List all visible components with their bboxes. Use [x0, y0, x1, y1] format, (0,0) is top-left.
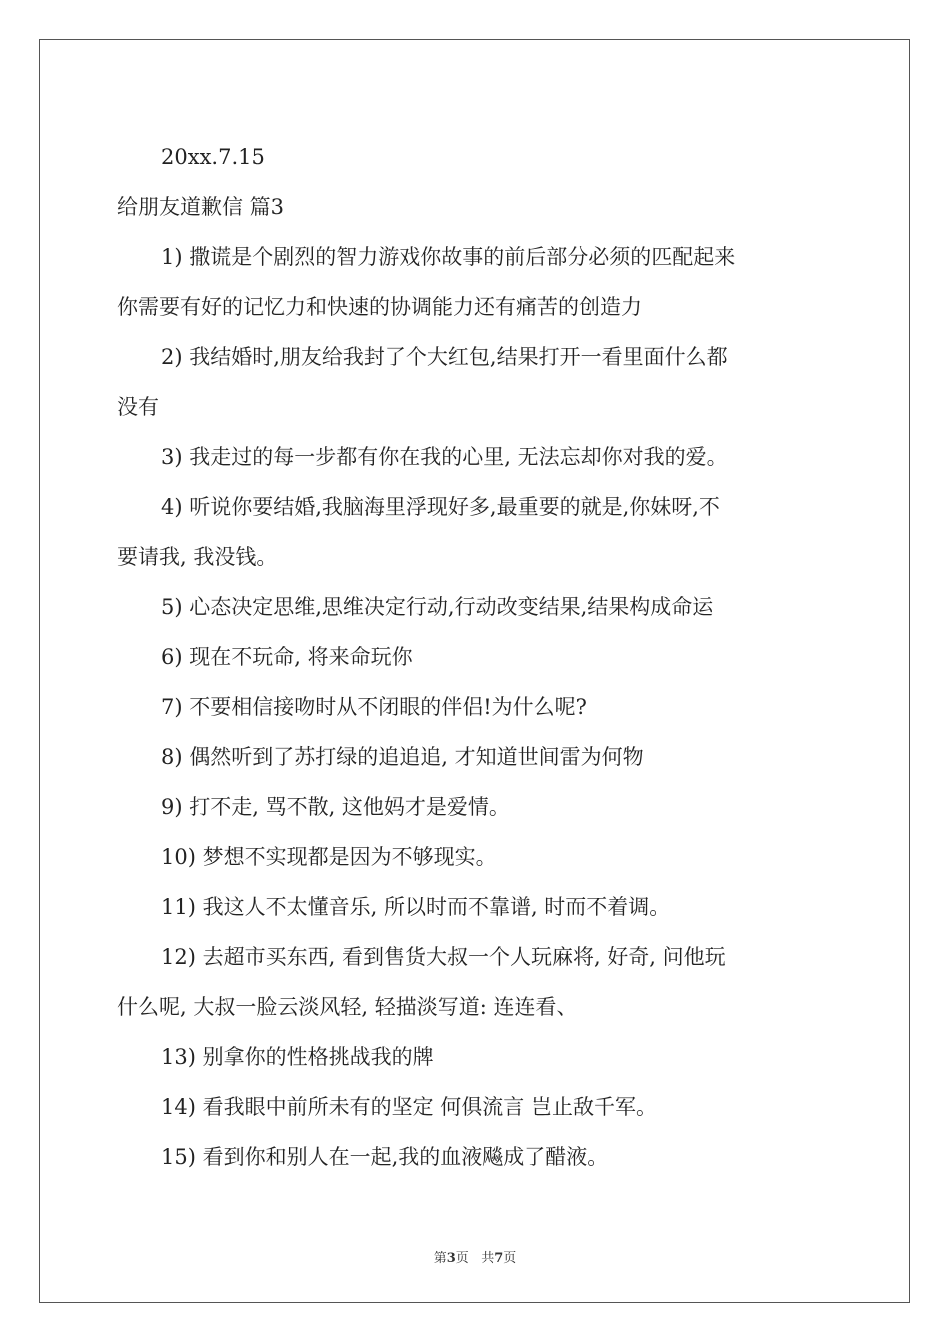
paragraph-line: 12) 去超市买东西, 看到售货大叔一个人玩麻将, 好奇, 问他玩	[161, 945, 726, 969]
page-label-suffix: 页	[455, 1251, 469, 1266]
paragraph-line: 2) 我结婚时,朋友给我封了个大红包,结果打开一看里面什么都	[161, 345, 728, 369]
paragraph-line: 11) 我这人不太懂音乐, 所以时而不靠谱, 时而不着调。	[161, 895, 671, 919]
paragraph-line: 14) 看我眼中前所未有的坚定 何俱流言 岂止敌千军。	[161, 1095, 657, 1119]
paragraph-line: 8) 偶然听到了苏打绿的追追追, 才知道世间雷为何物	[161, 745, 644, 769]
page-footer	[0, 1247, 950, 1266]
paragraph-line: 你需要有好的记忆力和快速的协调能力还有痛苦的创造力	[117, 295, 642, 319]
total-page-count: 7	[494, 1251, 504, 1266]
paragraph-line: 什么呢, 大叔一脸云淡风轻, 轻描淡写道: 连连看、	[117, 995, 578, 1019]
paragraph-line: 9) 打不走, 骂不散, 这他妈才是爱情。	[161, 795, 510, 819]
paragraph-line: 要请我, 我没钱。	[117, 545, 278, 569]
current-page-number: 3	[446, 1251, 456, 1266]
paragraph-line: 10) 梦想不实现都是因为不够现实。	[161, 845, 497, 869]
paragraph-line: 4) 听说你要结婚,我脑海里浮现好多,最重要的就是,你妹呀,不	[161, 495, 720, 519]
paragraph-line: 13) 别拿你的性格挑战我的牌	[161, 1045, 434, 1069]
paragraph-line: 没有	[117, 395, 159, 419]
document-heading: 给朋友道歉信 篇3	[117, 195, 285, 219]
paragraph-line: 7) 不要相信接吻时从不闭眼的伴侣!为什么呢?	[161, 695, 587, 719]
document-date: 20xx.7.15	[161, 145, 265, 169]
total-label-prefix: 共	[481, 1251, 495, 1266]
total-label-suffix: 页	[503, 1251, 517, 1266]
document-body	[117, 132, 837, 1182]
paragraph-line: 3) 我走过的每一步都有你在我的心里, 无法忘却你对我的爱。	[161, 445, 728, 469]
paragraph-line: 6) 现在不玩命, 将来命玩你	[161, 645, 413, 669]
page-label-prefix: 第	[433, 1251, 447, 1266]
paragraph-line: 15) 看到你和别人在一起,我的血液飚成了醋液。	[161, 1145, 609, 1169]
paragraph-line: 5) 心态决定思维,思维决定行动,行动改变结果,结果构成命运	[161, 595, 714, 619]
paragraph-line: 1) 撒谎是个剧烈的智力游戏你故事的前后部分必须的匹配起来	[161, 245, 736, 269]
